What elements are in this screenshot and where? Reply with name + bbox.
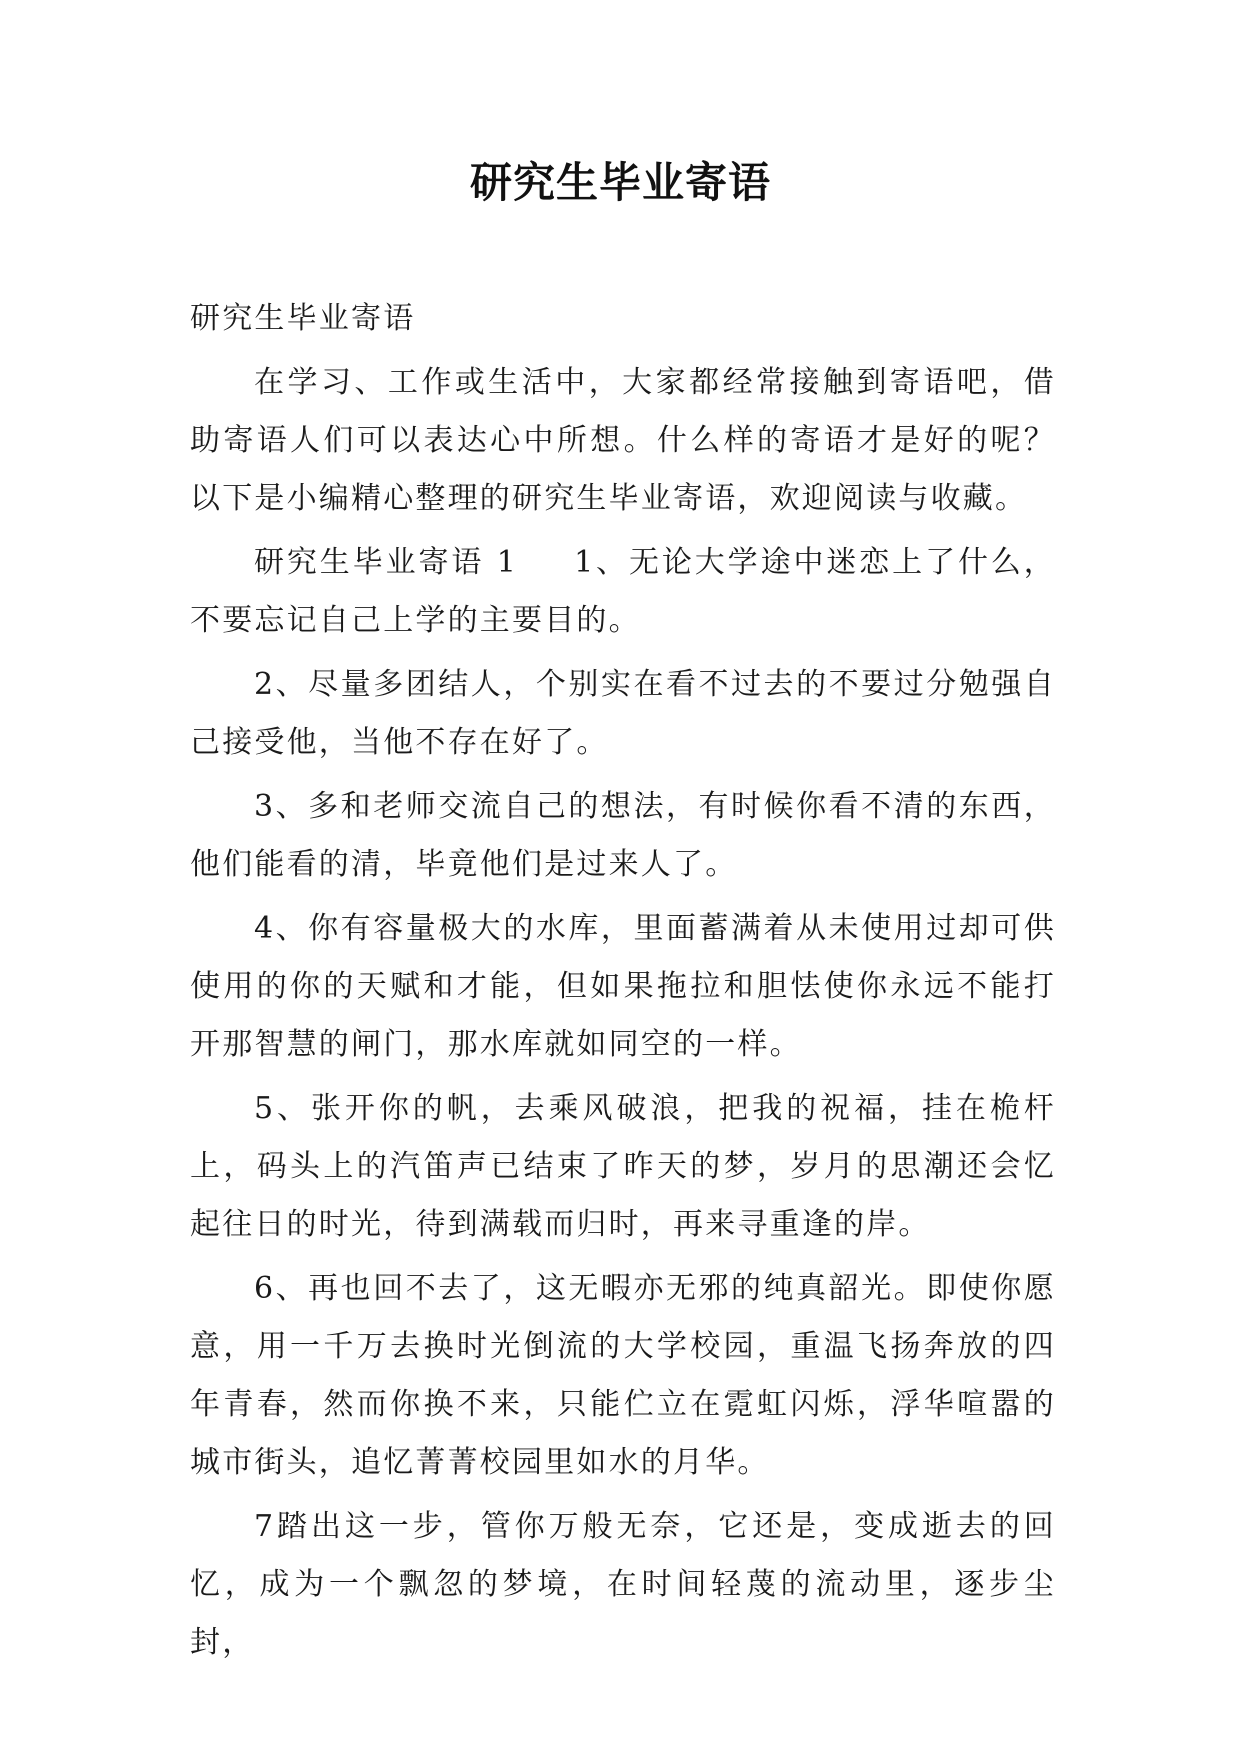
item-1: 1、无论大学途中迷恋上了什么，不要忘记自己上学的主要目的。 [190,545,1056,638]
intro-paragraph: 在学习、工作或生活中，大家都经常接触到寄语吧，借助寄语人们可以表达心中所想。什么样的寄语才是好的呢？以下是小编精心整理的研究生毕业寄语，欢迎阅读与收藏。 [190,365,1056,516]
paragraph-section-1 [190,534,1056,650]
section-label: 研究生毕业寄语 1 [254,545,519,580]
subheading: 研究生毕业寄语 [190,301,416,336]
item-2: 2、尽量多团结人，个别实在看不过去的不要过分勉强自己接受他，当他不存在好了。 [190,667,1056,760]
item-7: 7踏出这一步，管你万般无奈，它还是，变成逝去的回忆，成为一个飘忽的梦境，在时间轻蔑的流动里，逐步尘封， [190,1509,1056,1660]
document-body [190,290,1056,1678]
document-title: 研究生毕业寄语 [469,158,771,207]
item-3: 3、多和老师交流自己的想法，有时候你看不清的东西，他们能看的清，毕竟他们是过来人了。 [190,789,1056,882]
item-5: 5、张开你的帆，去乘风破浪，把我的祝福，挂在桅杆上，码头上的汽笛声已结束了昨天的梦，岁月的思潮还会忆起往日的时光，待到满载而归时，再来寻重逢的岸。 [190,1091,1056,1242]
item-6: 6、再也回不去了，这无暇亦无邪的纯真韶光。即使你愿意，用一千万去换时光倒流的大学校园，重温飞扬奔放的四年青春，然而你换不来，只能伫立在霓虹闪烁，浮华喧嚣的城市街头，追忆菁菁校园里如水的月华。 [190,1271,1056,1480]
item-4: 4、你有容量极大的水库，里面蓄满着从未使用过却可供使用的你的天赋和才能，但如果拖拉和胆怯使你永远不能打开那智慧的闸门，那水库就如同空的一样。 [190,911,1056,1062]
